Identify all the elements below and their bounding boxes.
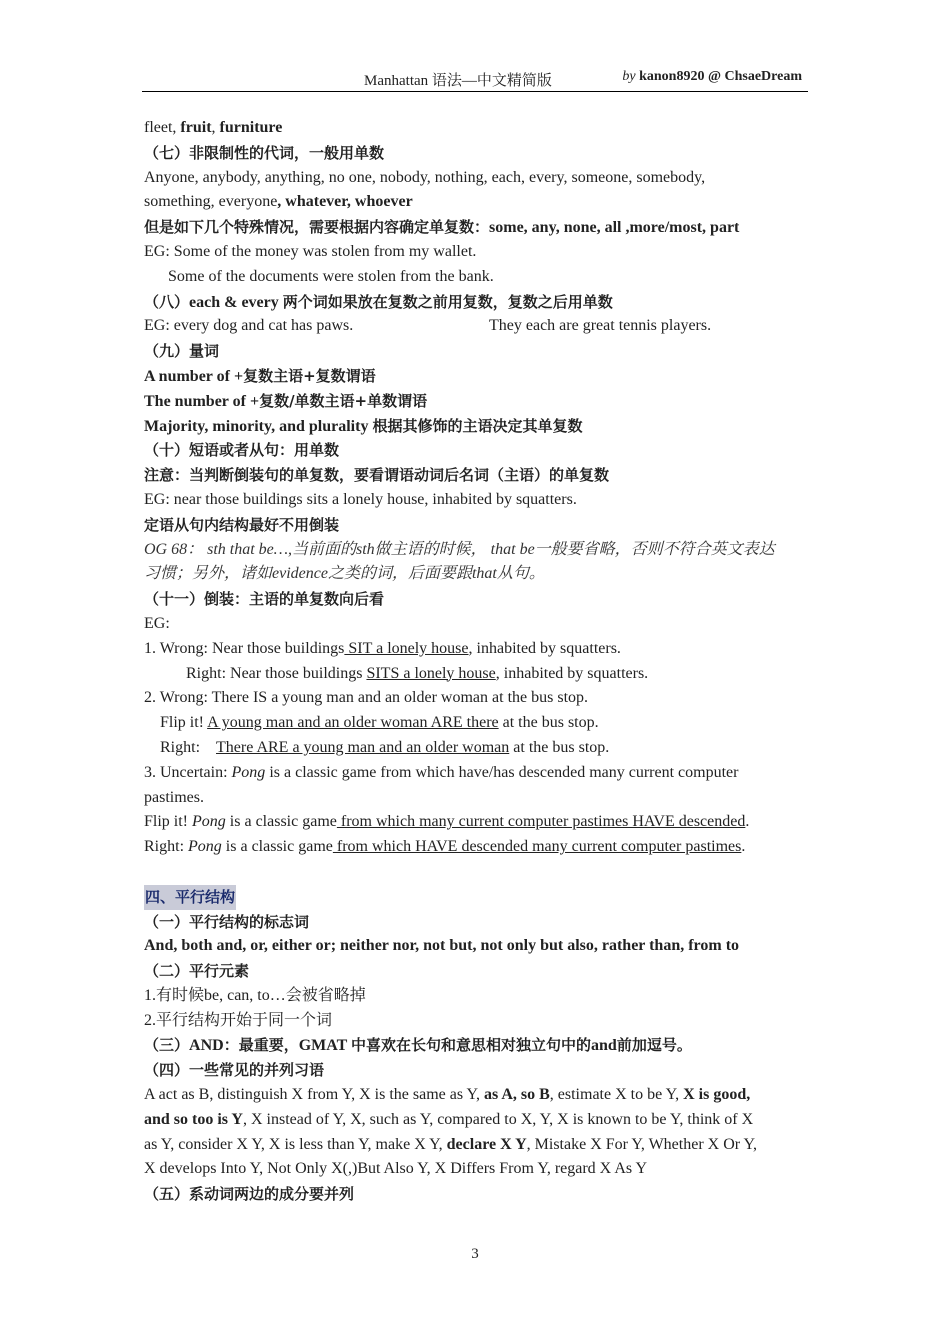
- text-run: and so too is Y: [144, 1110, 243, 1128]
- example-line: pastimes.: [144, 788, 204, 806]
- text-run: 前加逗号。: [616, 1036, 692, 1055]
- subheading: [144, 1033, 812, 1058]
- subheading: （五）系动词两边的成分要并列: [144, 1185, 355, 1204]
- subheading: （二）平行元素: [144, 962, 250, 981]
- document-body: [144, 116, 812, 1207]
- header-by: by: [622, 69, 636, 84]
- text-run: is a classic game: [225, 813, 337, 831]
- example-line: 2. Wrong: There IS a young man and an older woman at the bus stop.: [144, 689, 589, 707]
- blank-line: [144, 860, 812, 885]
- text-line: [144, 1083, 812, 1108]
- text-run: .: [745, 813, 750, 831]
- text-run: , estimate X to be Y,: [549, 1086, 684, 1104]
- text-run: at the bus stop.: [498, 714, 599, 732]
- text-run: A number of +: [144, 367, 244, 385]
- text-run: .: [741, 838, 746, 856]
- text-run: as A, so B: [483, 1086, 550, 1104]
- text-line: [144, 190, 812, 215]
- text-run: A young man and an older woman ARE there: [207, 714, 499, 732]
- text-run: EG: every dog and cat has paws.: [144, 317, 354, 335]
- text-run: as Y, consider X Y, X is less than Y, make X Y,: [144, 1135, 447, 1153]
- text-run: , inhabited by squatters.: [495, 664, 649, 682]
- text-run: Flip it!: [160, 714, 208, 732]
- text-run: something, everyone: [144, 193, 278, 211]
- subheading: （一）平行结构的标志词: [144, 912, 310, 931]
- text-line: 1.有时候be, can, to…会被省略掉: [144, 986, 366, 1004]
- text-run: from which many current computer pastimes HAVE descended: [336, 813, 746, 831]
- text-run: , Mistake X For Y, Whether X Or Y,: [526, 1135, 757, 1153]
- text-run: at the bus stop.: [509, 738, 610, 756]
- text-run: from which HAVE descended many current computer pastimes: [332, 838, 742, 856]
- text-run: and: [591, 1037, 617, 1055]
- example-line: EG: Some of the money was stolen from my wallet.: [144, 242, 477, 260]
- text-line: [144, 116, 812, 141]
- rule-line: [144, 364, 812, 389]
- example-line: [144, 736, 812, 761]
- example-line: [144, 314, 812, 339]
- text-run: The number of +: [144, 392, 260, 410]
- text-run: declare X Y: [446, 1135, 527, 1153]
- og-note-line: OG 68： sth that be…,当前面的sth做主语的时候， that be一般要省略，否则不符合英文表达: [144, 540, 775, 558]
- note-line: 定语从句内结构最好不用倒装: [144, 515, 340, 534]
- header-author: [622, 69, 802, 85]
- rule-line: [144, 414, 812, 439]
- page-number: 3: [471, 1246, 479, 1262]
- subheading: （九）量词: [144, 342, 220, 361]
- og-note-line: 习惯；另外，诸如evidence之类的词，后面要跟that从句。: [144, 565, 545, 583]
- text-run: Right:: [144, 838, 189, 856]
- text-line: [144, 1108, 812, 1133]
- text-run: 但是如下几个特殊情况，需要根据内容确定单复数：: [144, 218, 490, 237]
- text-run: 复数主语+复数谓语: [243, 366, 376, 385]
- text-run: X is good,: [683, 1086, 751, 1104]
- text-run: , whatever, whoever: [277, 193, 413, 211]
- example-line: [144, 637, 812, 662]
- text-run: , X instead of Y, X, such as Y, compared to X, Y, X is known to be Y, think of X: [242, 1110, 754, 1128]
- text-line: Anyone, anybody, anything, no one, nobody, nothing, each, every, someone, somebody,: [144, 168, 706, 186]
- text-run: ：最重要，: [223, 1036, 299, 1055]
- text-run: SITS a lonely house: [366, 664, 496, 682]
- text-run: Pong: [188, 838, 222, 856]
- text-run: （八）: [144, 292, 190, 311]
- page-header: [142, 67, 808, 92]
- example-line: [144, 761, 812, 786]
- text-run: 中喜欢在长句和意思相对独立句中的: [351, 1036, 592, 1055]
- note-line: 注意：当判断倒装句的单复数，要看谓语动词后名词（主语）的单复数: [144, 466, 610, 485]
- subheading: （四）一些常见的并列习语: [144, 1061, 325, 1080]
- subheading: （十）短语或者从句：用单数: [144, 441, 340, 460]
- text-run: , inhabited by squatters.: [468, 639, 621, 657]
- text-run: fruit: [180, 119, 212, 136]
- text-run: 3. Uncertain:: [144, 763, 232, 781]
- subheading: [144, 290, 812, 315]
- text-run: is a classic game: [221, 838, 333, 856]
- text-line: X develops Into Y, Not Only X(,)But Also Y, X Differs From Y, regard X As Y: [144, 1160, 648, 1178]
- header-author-name: kanon8920 @ ChsaeDream: [639, 69, 802, 84]
- subheading: （十一）倒装：主语的单复数向后看: [144, 590, 385, 609]
- text-run: is a classic game from which have/has descended many current computer: [265, 763, 739, 781]
- example-line: EG: near those buildings sits a lonely house, inhabited by squatters.: [144, 490, 577, 508]
- section-title: 四、平行结构: [144, 885, 236, 910]
- example-line: [144, 835, 812, 860]
- text-run: Pong: [192, 813, 226, 831]
- text-run: Pong: [231, 763, 266, 781]
- text-run: They each are great tennis players.: [489, 317, 712, 335]
- text-line: [144, 215, 812, 240]
- section-heading: [144, 885, 812, 910]
- text-run: （三）: [144, 1036, 190, 1055]
- example-line: [144, 711, 812, 736]
- text-run: A act as B, distinguish X from Y, X is the same as Y,: [144, 1086, 484, 1104]
- example-line: Some of the documents were stolen from the bank.: [168, 267, 494, 285]
- text-run: 1. Wrong: Near those buildings: [144, 639, 345, 657]
- text-run: Flip it!: [144, 813, 193, 831]
- rule-line: And, both and, or, either or; neither nor, not but, not only but also, rather than, from to: [144, 937, 740, 955]
- text-run: 复数/单数主语+单数谓语: [259, 391, 428, 410]
- header-title: Manhattan 语法—中文精简版: [364, 73, 552, 89]
- text-run: ,: [211, 119, 220, 136]
- text-run: 两个词如果放在复数之前用复数，复数之后用单数: [282, 292, 613, 311]
- example-line: [144, 810, 812, 835]
- text-run: AND: [189, 1037, 224, 1055]
- text-line: EG:: [144, 614, 170, 632]
- text-run: fleet,: [144, 119, 181, 136]
- text-run: Right: Near those buildings: [186, 664, 367, 682]
- text-run: Majority, minority, and plurality: [144, 417, 373, 435]
- text-line: [144, 1133, 812, 1158]
- text-run: 根据其修饰的主语决定其单复数: [372, 416, 583, 435]
- subheading: （七）非限制性的代词，一般用单数: [144, 143, 385, 162]
- example-line: [144, 662, 812, 687]
- text-line: 2.平行结构开始于同一个词: [144, 1011, 333, 1029]
- text-run: SIT a lonely house: [344, 639, 469, 657]
- rule-line: [144, 389, 812, 414]
- text-run: furniture: [219, 119, 283, 136]
- text-run: each & every: [189, 293, 283, 311]
- text-run: There ARE a young man and an older woman: [216, 738, 510, 756]
- text-run: Right:: [160, 738, 201, 756]
- text-run: GMAT: [298, 1037, 351, 1055]
- text-run: some, any, none, all ,more/most, part: [489, 219, 740, 237]
